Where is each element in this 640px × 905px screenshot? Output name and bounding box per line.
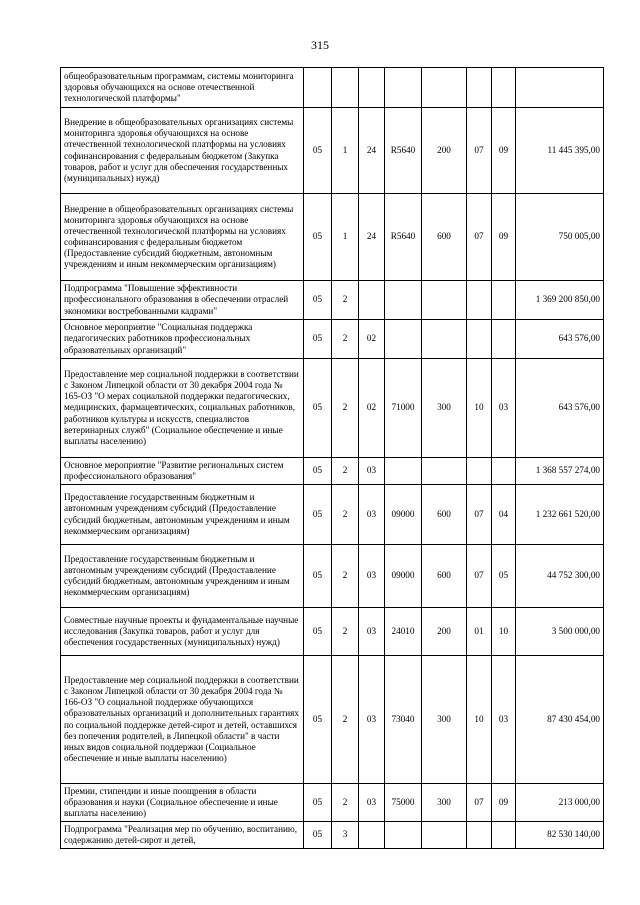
code-direction: 75000 <box>385 784 422 822</box>
code-subsection: 09 <box>492 108 516 194</box>
table-row <box>61 68 604 108</box>
code-section: 07 <box>467 194 492 281</box>
row-amount: 87 430 454,00 <box>516 656 604 784</box>
code-expense-type <box>422 320 467 359</box>
code-subsection <box>492 281 516 320</box>
table-row <box>61 458 604 485</box>
code-subsection <box>492 68 516 108</box>
row-name: общеобразовательным программам, системы мониторинга здоровья обучающихся на основе отечественной технологической платформы" <box>61 68 304 108</box>
code-section: 10 <box>467 656 492 784</box>
code-direction: R5640 <box>385 108 422 194</box>
row-amount: 1 232 661 520,00 <box>516 485 604 545</box>
table-row <box>61 656 604 784</box>
code-section <box>467 822 492 849</box>
table-row <box>61 784 604 822</box>
code-direction: R5640 <box>385 194 422 281</box>
code-direction: 09000 <box>385 485 422 545</box>
code-subsection: 09 <box>492 194 516 281</box>
budget-table <box>60 67 604 849</box>
code-direction <box>385 281 422 320</box>
code-program: 05 <box>304 608 332 656</box>
code-subsection <box>492 320 516 359</box>
code-expense-type: 300 <box>422 784 467 822</box>
code-direction <box>385 68 422 108</box>
code-subsection: 03 <box>492 359 516 458</box>
code-section: 01 <box>467 608 492 656</box>
code-direction: 09000 <box>385 545 422 608</box>
code-program: 05 <box>304 359 332 458</box>
code-expense-type <box>422 458 467 485</box>
code-section: 07 <box>467 545 492 608</box>
code-subsection: 10 <box>492 608 516 656</box>
code-subsection: 04 <box>492 485 516 545</box>
row-name: Подпрограмма "Реализация мер по обучению, воспитанию, содержанию детей-сирот и детей, <box>61 822 304 849</box>
code-program: 05 <box>304 485 332 545</box>
row-amount: 643 576,00 <box>516 320 604 359</box>
code-activity: 03 <box>359 458 385 485</box>
row-amount: 643 576,00 <box>516 359 604 458</box>
code-direction <box>385 320 422 359</box>
code-subprogram: 2 <box>332 320 359 359</box>
code-expense-type <box>422 281 467 320</box>
code-activity: 03 <box>359 656 385 784</box>
code-subprogram: 2 <box>332 281 359 320</box>
row-name: Внедрение в общеобразовательных организациях системы мониторинга здоровья обучающихся на основе отечественной технологической платформы на условиях софинансирования с федеральным бюджетом (Закупка товаров, работ и услуг для обеспечения государственных (муниципальных) нужд) <box>61 108 304 194</box>
code-activity: 03 <box>359 784 385 822</box>
code-program: 05 <box>304 458 332 485</box>
row-name: Премии, стипендии и иные поощрения в области образования и науки (Социальное обеспечение и иные выплаты населению) <box>61 784 304 822</box>
table-row <box>61 359 604 458</box>
code-activity: 03 <box>359 545 385 608</box>
code-section <box>467 458 492 485</box>
table-row <box>61 822 604 849</box>
table-row <box>61 608 604 656</box>
code-program: 05 <box>304 822 332 849</box>
code-subprogram <box>332 68 359 108</box>
code-direction <box>385 458 422 485</box>
code-subsection <box>492 822 516 849</box>
row-name: Подпрограмма "Повышение эффективности профессионального образования в обеспечении отраслей экономики востребованными кадрами" <box>61 281 304 320</box>
code-subprogram: 1 <box>332 194 359 281</box>
code-program: 05 <box>304 194 332 281</box>
code-subprogram: 1 <box>332 108 359 194</box>
code-section: 07 <box>467 108 492 194</box>
row-amount: 750 005,00 <box>516 194 604 281</box>
table-row <box>61 485 604 545</box>
code-activity: 03 <box>359 485 385 545</box>
table-row <box>61 320 604 359</box>
code-subprogram: 2 <box>332 656 359 784</box>
code-subsection: 05 <box>492 545 516 608</box>
row-amount: 1 369 200 850,00 <box>516 281 604 320</box>
code-activity: 24 <box>359 108 385 194</box>
code-expense-type: 600 <box>422 194 467 281</box>
code-section: 07 <box>467 784 492 822</box>
code-expense-type: 600 <box>422 545 467 608</box>
code-direction: 73040 <box>385 656 422 784</box>
code-activity: 02 <box>359 320 385 359</box>
code-program: 05 <box>304 656 332 784</box>
code-expense-type <box>422 68 467 108</box>
code-program: 05 <box>304 108 332 194</box>
row-amount: 3 500 000,00 <box>516 608 604 656</box>
code-subprogram: 2 <box>332 359 359 458</box>
code-expense-type: 200 <box>422 108 467 194</box>
code-program: 05 <box>304 784 332 822</box>
code-program: 05 <box>304 545 332 608</box>
code-activity: 02 <box>359 359 385 458</box>
table-row <box>61 281 604 320</box>
row-name: Предоставление мер социальной поддержки в соответствии с Законом Липецкой области от 30 декабря 2004 года № 166-ОЗ "О социальной поддержке обучающихся образовательных организаций и дополнительных гарантиях по социальной поддержке детей-сирот и детей, оставшихся без попечения родителей, в Липецкой области" в части иных видов социальной поддержки (Социальное обеспечение и иные выплаты населению) <box>61 656 304 784</box>
code-activity <box>359 68 385 108</box>
row-amount: 82 530 140,00 <box>516 822 604 849</box>
code-activity <box>359 822 385 849</box>
row-amount: 44 752 300,00 <box>516 545 604 608</box>
code-program <box>304 68 332 108</box>
code-activity <box>359 281 385 320</box>
table-row <box>61 108 604 194</box>
code-program: 05 <box>304 320 332 359</box>
row-amount: 11 445 395,00 <box>516 108 604 194</box>
code-direction <box>385 822 422 849</box>
code-section <box>467 68 492 108</box>
code-subprogram: 2 <box>332 458 359 485</box>
row-amount <box>516 68 604 108</box>
code-subprogram: 2 <box>332 784 359 822</box>
row-amount: 213 000,00 <box>516 784 604 822</box>
code-activity: 03 <box>359 608 385 656</box>
code-subsection <box>492 458 516 485</box>
row-name: Основное мероприятие "Развитие региональных систем профессионального образования" <box>61 458 304 485</box>
row-name: Предоставление мер социальной поддержки в соответствии с Законом Липецкой области от 30 декабря 2004 года № 165-ОЗ "О мерах социальной поддержки педагогических, медицинских, фармацевтических, социальных работников, работников культуры и искусств, специалистов ветеринарных служб" (Социальное обеспечение и иные выплаты населению) <box>61 359 304 458</box>
code-expense-type: 300 <box>422 359 467 458</box>
code-section <box>467 320 492 359</box>
row-name: Основное мероприятие "Социальная поддержка педагогических работников профессиональных образовательных организаций" <box>61 320 304 359</box>
code-subprogram: 2 <box>332 545 359 608</box>
row-name: Внедрение в общеобразовательных организациях системы мониторинга здоровья обучающихся на основе отечественной технологической платформы на условиях софинансирования с федеральным бюджетом (Предоставление субсидий бюджетным, автономным учреждениям и иным некоммерческим организациям) <box>61 194 304 281</box>
code-section: 07 <box>467 485 492 545</box>
row-name: Совместные научные проекты и фундаментальные научные исследования (Закупка товаров, работ и услуг для обеспечения государственных (муниципальных) нужд) <box>61 608 304 656</box>
code-activity: 24 <box>359 194 385 281</box>
code-subprogram: 2 <box>332 608 359 656</box>
row-name: Предоставление государственным бюджетным и автономным учреждениям субсидий (Предоставление субсидий бюджетным, автономным учреждениям и иным некоммерческим организациям) <box>61 545 304 608</box>
code-direction: 71000 <box>385 359 422 458</box>
code-expense-type: 200 <box>422 608 467 656</box>
table-row <box>61 194 604 281</box>
code-subprogram: 2 <box>332 485 359 545</box>
table-row <box>61 545 604 608</box>
code-expense-type: 300 <box>422 656 467 784</box>
page-number: 315 <box>311 38 329 52</box>
code-section <box>467 281 492 320</box>
code-section: 10 <box>467 359 492 458</box>
row-name: Предоставление государственным бюджетным и автономным учреждениям субсидий (Предоставление субсидий бюджетным, автономным учреждениям и иным некоммерческим организациям) <box>61 485 304 545</box>
row-amount: 1 368 557 274,00 <box>516 458 604 485</box>
code-expense-type: 600 <box>422 485 467 545</box>
code-subsection: 09 <box>492 784 516 822</box>
code-expense-type <box>422 822 467 849</box>
code-subsection: 03 <box>492 656 516 784</box>
code-direction: 24010 <box>385 608 422 656</box>
code-program: 05 <box>304 281 332 320</box>
code-subprogram: 3 <box>332 822 359 849</box>
